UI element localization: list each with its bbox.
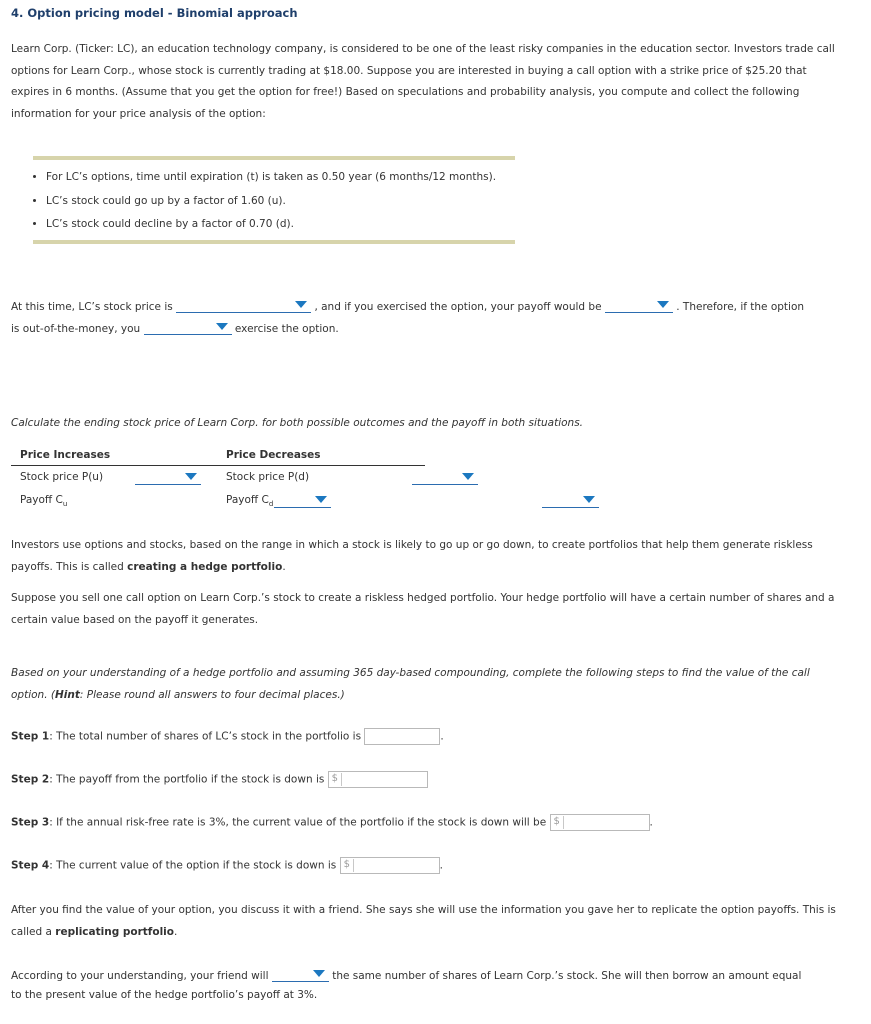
intro-paragraph: Learn Corp. (Ticker: LC), an education technology company, is considered to be one of the least risky companies in the education sector. Investors trade call options for Learn Corp., whose stock is currently trading at $18.00. Suppose you are interested in buying a call option with a strike price of $25.20 that expires in 6 months. (Assume that you get the option for free!) Based on speculations and probability analysis, you compute and collect the following information for your price analysis of the option: (11, 43, 835, 120)
price-decreases-header: Price Decreases (226, 449, 321, 461)
chevron-down-icon (216, 323, 228, 330)
assumptions-list (34, 166, 496, 237)
chevron-down-icon (185, 473, 197, 480)
step-2-row: Step 2: The payoff from the portfolio if the stock is down is $ (11, 771, 428, 788)
payoff-down-dropdown[interactable] (542, 493, 599, 508)
payoff-down-label: Payoff $C_d$ (226, 494, 274, 509)
sentence-text: exercise the option. (234, 323, 339, 335)
chevron-down-icon (295, 301, 307, 308)
instructions-paragraph: Based on your understanding of a hedge portfolio and assuming 365 day-based compounding, complete the following steps to find the value of the call option. (Hint: Please round all answers to four decimal places.) (11, 667, 810, 701)
replicating-paragraph: After you find the value of your option, you discuss it with a friend. She says she will use the information you gave her to replicate the option payoffs. This is called a replicating portfolio. (11, 904, 836, 938)
callout-bottom-divider (33, 240, 515, 244)
friend-sentence-line2: to the present value of the hedge portfolio’s payoff at 3%. (11, 989, 318, 1001)
callout-top-divider (33, 156, 515, 160)
sentence-text: is out-of-the-money, you (11, 323, 141, 335)
stock-price-up-dropdown[interactable] (135, 470, 201, 485)
option-value-input[interactable] (340, 857, 440, 874)
chevron-down-icon (313, 970, 325, 977)
page-title: 4. Option pricing model - Binomial approach (11, 6, 298, 20)
stock-price-sentence-line2 (11, 320, 339, 335)
payoff-dropdown[interactable] (605, 298, 673, 313)
friend-action-dropdown[interactable] (272, 967, 329, 982)
sentence-text: At this time, LC’s stock price is (11, 301, 173, 313)
stock-price-sentence-line1 (11, 298, 804, 313)
list-item: • LC’s stock could go up by a factor of 1.60 (u). (46, 190, 496, 214)
chevron-down-icon (462, 473, 474, 480)
hedge-paragraph-1: Investors use options and stocks, based on the range in which a stock is likely to go up or go down, to create portfolios that help them generate riskless payoffs. This is called creating a hedge portfolio. (11, 539, 813, 573)
list-item: • LC’s stock could decline by a factor of 0.70 (d). (46, 213, 496, 237)
dollar-icon: $ (553, 816, 560, 827)
friend-sentence-line1: According to your understanding, your friend will the same number of shares of Learn Corp.’s stock. She will then borrow an amount equal (11, 967, 801, 982)
exercise-decision-dropdown[interactable] (144, 320, 232, 335)
stock-price-up-label: Stock price P(u) (20, 471, 104, 483)
shares-input[interactable] (364, 728, 440, 745)
chevron-down-icon (583, 496, 595, 503)
stock-price-down-label: Stock price P(d) (226, 471, 310, 483)
sentence-text: . Therefore, if the option (676, 301, 805, 313)
step-3-row: Step 3: If the annual risk-free rate is 3%, the current value of the portfolio if the stock is down will be $ . (11, 814, 653, 831)
sentence-text: , and if you exercised the option, your payoff would be (314, 301, 602, 313)
current-price-dropdown[interactable] (176, 298, 311, 313)
step-1-row: Step 1: The total number of shares of LC’s stock in the portfolio is . (11, 728, 444, 745)
price-increases-header: Price Increases (20, 449, 111, 461)
list-item: • For LC’s options, time until expiration (t) is taken as 0.50 year (6 months/12 months). (46, 166, 496, 190)
portfolio-payoff-input[interactable] (328, 771, 428, 788)
step-4-row: Step 4: The current value of the option if the stock is down is $ . (11, 857, 443, 874)
hedge-paragraph-2: Suppose you sell one call option on Learn Corp.’s stock to create a riskless hedged portfolio. Your hedge portfolio will have a certain number of shares and a certain value based on the payoff it generates. (11, 592, 835, 626)
calc-prompt: Calculate the ending stock price of Learn Corp. for both possible outcomes and the payoff in both situations. (11, 417, 584, 429)
portfolio-present-value-input[interactable] (550, 814, 650, 831)
table-header-rule (11, 465, 425, 466)
chevron-down-icon (657, 301, 669, 308)
stock-price-down-dropdown[interactable] (412, 470, 478, 485)
payoff-up-label: Payoff $C_u$ (20, 494, 68, 509)
dollar-icon: $ (331, 773, 339, 784)
chevron-down-icon (315, 496, 327, 503)
payoff-up-dropdown[interactable] (274, 493, 331, 508)
dollar-icon: $ (343, 859, 350, 870)
